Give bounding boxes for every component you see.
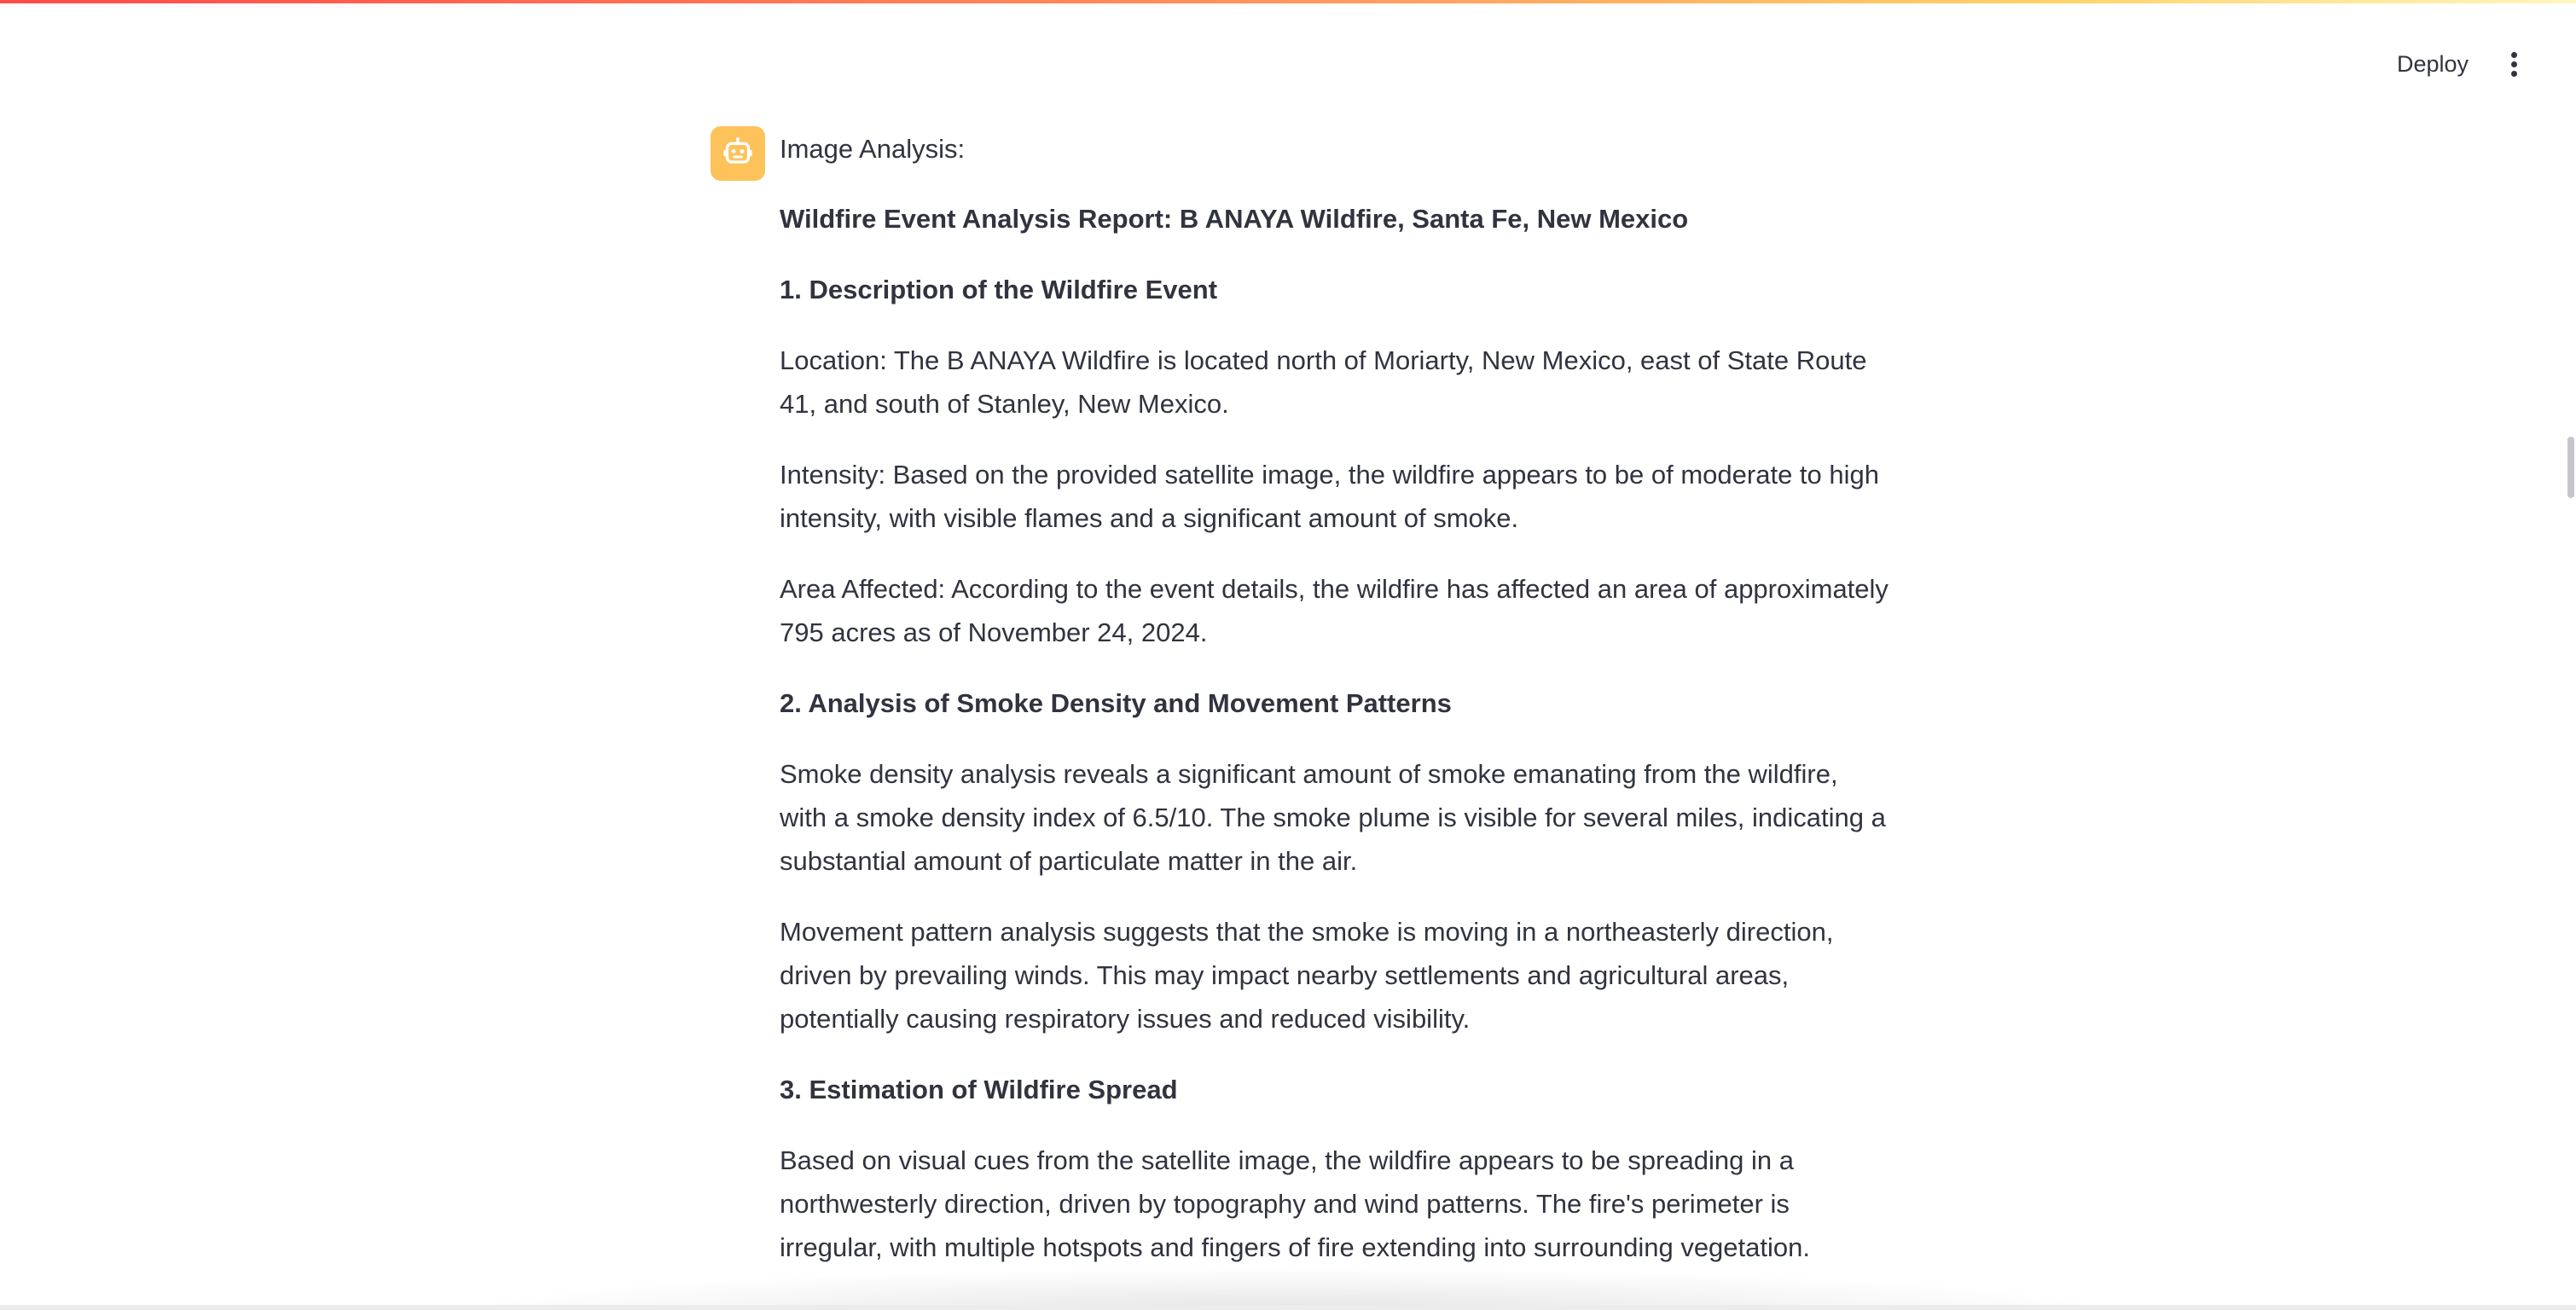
- vertical-ellipsis-icon-dot: [2511, 71, 2517, 77]
- app-header: [0, 0, 2576, 102]
- main-menu-button[interactable]: [2492, 43, 2535, 85]
- message-lead: Image Analysis:: [780, 134, 966, 164]
- section-heading: 2. Analysis of Smoke Density and Movement Patterns: [780, 688, 1452, 718]
- section-heading: 3. Estimation of Wildfire Spread: [780, 1075, 1178, 1104]
- vertical-ellipsis-icon-dot: [2511, 61, 2517, 67]
- paragraph-intensity: Intensity: Based on the provided satellite image, the wildfire appears to be of moderate to high intensity, with visible flames and a significant amount of smoke.: [780, 460, 1879, 533]
- paragraph-smoke-density: Smoke density analysis reveals a significant amount of smoke emanating from the wildfire, with a smoke density index of 6.5/10. The smoke plume is visible for several miles, indicating a substantial amount of particulate matter in the air.: [780, 759, 1886, 876]
- scrollbar-thumb[interactable]: [2567, 437, 2574, 498]
- paragraph-movement-pattern: Movement pattern analysis suggests that the smoke is moving in a northeasterly direction, driven by prevailing winds. This may impact nearby settlements and agricultural areas, potentially causing respiratory issues and reduced visibility.: [780, 917, 1834, 1034]
- section-heading: 1. Description of the Wildfire Event: [780, 275, 1218, 304]
- deploy-button[interactable]: Deploy: [2397, 51, 2469, 77]
- assistant-avatar: [711, 126, 765, 181]
- bottom-edge: [0, 1305, 2576, 1310]
- bot-icon: [721, 136, 755, 171]
- report-title: Wildfire Event Analysis Report: B ANAYA Wildfire, Santa Fe, New Mexico: [780, 204, 1689, 234]
- paragraph-spread-estimation: Based on visual cues from the satellite image, the wildfire appears to be spreading in a northwesterly direction, driven by topography and wind patterns. The fire's perimeter is irregular, with multiple hotspots and fingers of fire extending into surrounding vegetation.: [780, 1145, 1810, 1262]
- message-content: [780, 126, 1888, 1296]
- chat-input-shadow: [461, 1267, 2115, 1310]
- vertical-ellipsis-icon: [2511, 52, 2517, 58]
- paragraph-area-affected: Area Affected: According to the event details, the wildfire has affected an area of approximately 795 acres as of November 24, 2024.: [780, 574, 1888, 647]
- paragraph-location: Location: The B ANAYA Wildfire is located north of Moriarty, New Mexico, east of State Route 41, and south of Stanley, New Mexico.: [780, 345, 1867, 419]
